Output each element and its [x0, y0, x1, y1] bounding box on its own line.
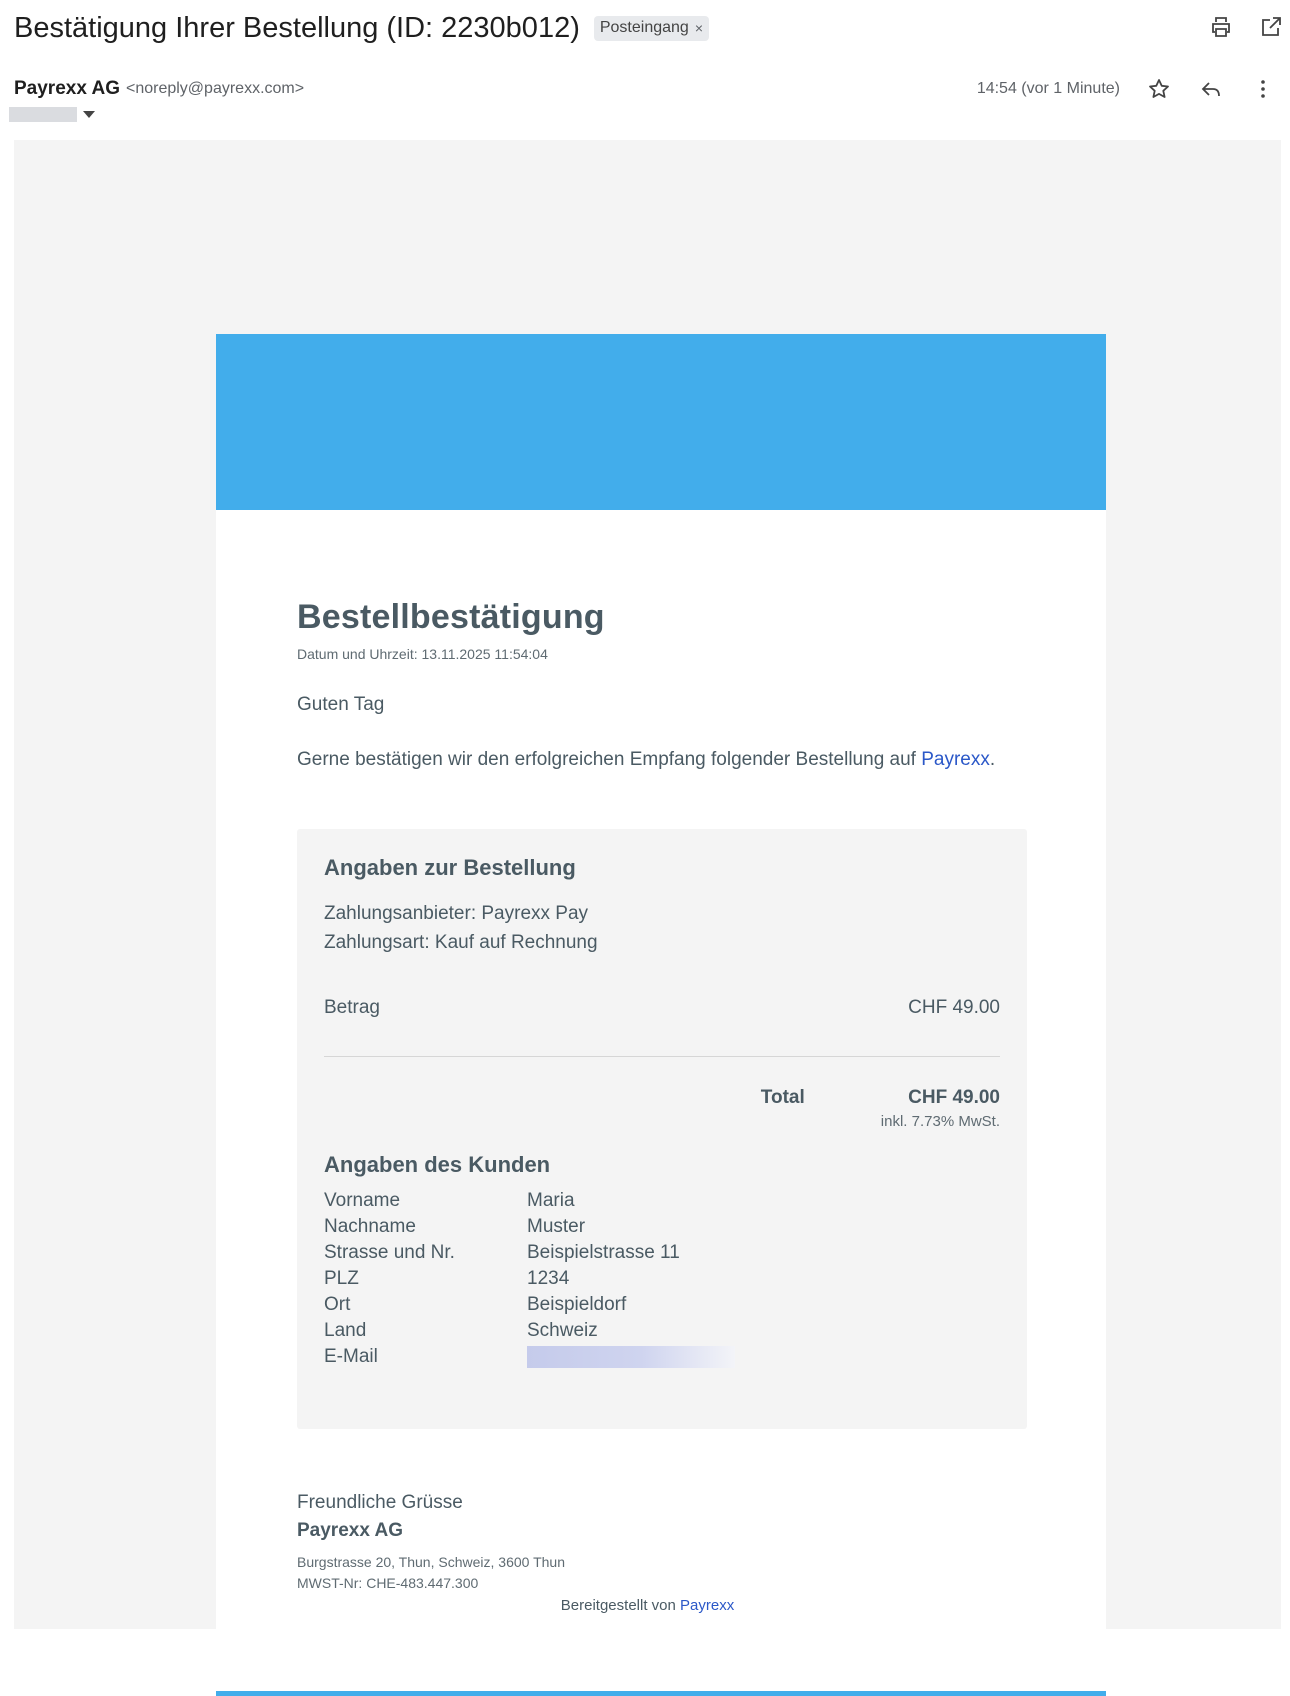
email-content — [297, 598, 1027, 771]
powered-by-link[interactable]: Payrexx — [680, 1597, 735, 1614]
star-icon[interactable] — [1146, 76, 1172, 102]
total-amount: CHF 49.00 — [908, 1087, 1000, 1108]
email-header-banner — [216, 334, 1106, 510]
vat-number: MWST-Nr: CHE-483.447.300 — [297, 1575, 479, 1591]
sender-email: <noreply@payrexx.com> — [125, 80, 305, 97]
email-body-background — [14, 140, 1281, 1629]
total-row — [324, 1087, 1000, 1130]
customer-value: 1234 — [527, 1268, 570, 1289]
customer-value: Schweiz — [527, 1320, 598, 1341]
page-title: Bestellbestätigung — [297, 598, 605, 636]
total-values — [881, 1087, 1000, 1130]
powered-by-text: Bereitgestellt von — [560, 1597, 681, 1614]
intro-paragraph — [297, 749, 1027, 771]
amount-label: Betrag — [324, 997, 380, 1018]
open-in-new-window-icon[interactable] — [1258, 14, 1284, 40]
message-time: 14:54 (vor 1 Minute) — [976, 80, 1120, 97]
closing: Freundliche Grüsse — [297, 1492, 463, 1513]
payment-provider: Zahlungsanbieter: Payrexx Pay — [324, 903, 589, 924]
payrexx-link[interactable]: Payrexx — [921, 749, 990, 770]
sender-row — [14, 76, 1276, 102]
redacted-email — [527, 1346, 735, 1368]
label-chip-text: Posteingang — [599, 18, 689, 36]
remove-label-icon[interactable]: × — [694, 19, 704, 36]
order-details-box — [297, 829, 1027, 1429]
order-heading: Angaben zur Bestellung — [324, 855, 576, 880]
label-chip-inbox[interactable] — [594, 16, 709, 41]
order-details-inner — [324, 855, 1000, 1368]
payment-method: Zahlungsart: Kauf auf Rechnung — [324, 932, 598, 953]
customer-label: Vorname — [324, 1190, 401, 1211]
divider — [324, 1056, 1000, 1057]
company-address: Burgstrasse 20, Thun, Schweiz, 3600 Thun — [297, 1554, 565, 1570]
amount-row — [324, 997, 1000, 1019]
customer-label: E-Mail — [324, 1346, 378, 1367]
recipient-row[interactable] — [9, 107, 95, 122]
customer-label: Nachname — [324, 1216, 416, 1237]
redacted-recipient — [9, 107, 77, 122]
email-card — [216, 334, 1106, 1696]
vat-note: inkl. 7.73% MwSt. — [880, 1113, 1000, 1130]
order-datetime: Datum und Uhrzeit: 13.11.2025 11:54:04 — [297, 646, 548, 662]
top-actions — [1208, 14, 1284, 40]
powered-by — [14, 1597, 1281, 1614]
customer-label: Ort — [324, 1294, 351, 1315]
reply-icon[interactable] — [1198, 76, 1224, 102]
customer-label: PLZ — [324, 1268, 359, 1289]
intro-end: . — [989, 749, 996, 770]
more-vert-icon[interactable] — [1250, 76, 1276, 102]
subject-bar — [14, 8, 1276, 48]
intro-text: Gerne bestätigen wir den erfolgreichen Empfang folgender Bestellung auf — [297, 749, 922, 770]
sender-name[interactable]: Payrexx AG — [14, 78, 120, 99]
customer-table — [324, 1190, 1000, 1368]
message-meta — [977, 76, 1276, 102]
signoff — [297, 1492, 565, 1594]
customer-heading: Angaben des Kunden — [324, 1152, 551, 1177]
customer-value: Beispielstrasse 11 — [527, 1242, 680, 1263]
print-icon[interactable] — [1208, 14, 1234, 40]
amount-value: CHF 49.00 — [908, 997, 1000, 1018]
customer-label: Strasse und Nr. — [324, 1242, 455, 1263]
greeting: Guten Tag — [297, 694, 385, 715]
email-footer-line — [216, 1691, 1106, 1696]
customer-label: Land — [324, 1320, 367, 1341]
chevron-down-icon[interactable] — [83, 111, 95, 118]
customer-value: Muster — [527, 1216, 586, 1237]
company-name: Payrexx AG — [297, 1520, 403, 1541]
email-subject: Bestätigung Ihrer Bestellung (ID: 2230b012) — [14, 11, 580, 44]
customer-value: Beispieldorf — [527, 1294, 627, 1315]
customer-value: Maria — [527, 1190, 575, 1211]
total-label: Total — [760, 1087, 805, 1108]
